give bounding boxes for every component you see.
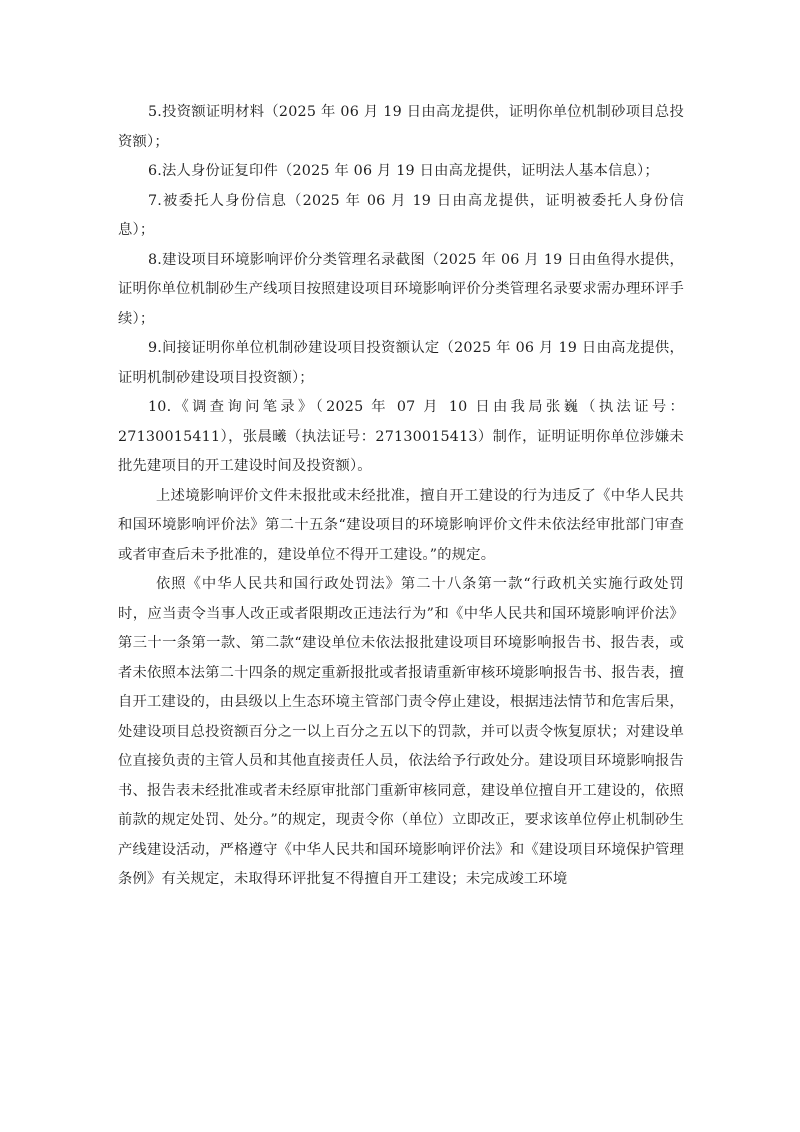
violation-paragraph: 上述境影响评价文件未报批或未经批准，擅自开工建设的行为违反了《中华人民共和国环境影响评价法》第二十五条“建设项目的环境影响评价文件未依法经审批部门审查或者审查后未予批准的，建设单位不得开工建设。”的规定。 — [118, 487, 684, 563]
evidence-item-7: 7.被委托人身份信息（2025 年 06 月 19 日由高龙提供，证明被委托人身份信息）； — [118, 192, 684, 238]
document-body — [118, 98, 684, 895]
evidence-item-9: 9.间接证明你单位机制砂建设项目投资额认定（2025 年 06 月 19 日由高龙提供，证明机制砂建设项目投资额）； — [118, 340, 684, 386]
evidence-item-5: 5.投资额证明材料（2025 年 06 月 19 日由高龙提供，证明你单位机制砂项目总投资额）； — [118, 104, 684, 150]
evidence-item-6: 6.法人身份证复印件（2025 年 06 月 19 日由高龙提供，证明法人基本信息）； — [148, 163, 659, 179]
evidence-item-8: 8.建设项目环境影响评价分类管理名录截图（2025 年 06 月 19 日由鱼得水提供，证明你单位机制砂生产线项目按照建设项目环境影响评价分类管理名录要求需办理环评手续）； — [118, 251, 684, 327]
evidence-item-10: 10.《调查询问笔录》（2025 年 07 月 10 日由我局张巍（执法证号：27130015411），张晨曦（执法证号：27130015413）制作，证明证明你单位涉嫌未批先建项目的开工建设时间及投资额）。 — [118, 399, 684, 474]
legal-basis-paragraph: 依照《中华人民共和国行政处罚法》第二十八条第一款“行政机关实施行政处罚时，应当责令当事人改正或者限期改正违法行为”和《中华人民共和国环境影响评价法》第三十一条第一款、第二款“建设单位未依法报批建设项目环境影响报告书、报告表，或者未依照本法第二十四条的规定重新报批或者报请重新审核环境影响报告书、报告表，擅自开工建设的，由县级以上生态环境主管部门责令停止建设，根据违法情节和危害后果，处建设项目总投资额百分之一以上百分之五以下的罚款，并可以责令恢复原状；对建设单位直接负责的主管人员和其他直接责任人员，依法给予行政处分。建设项目环境影响报告书、报告表未经批准或者未经原审批部门重新审核同意，建设单位擅自开工建设的，依照前款的规定处罚、处分。”的规定，现责令你（单位）立即改正，要求该单位停止机制砂生产线建设活动，严格遵守《中华人民共和国环境影响评价法》和《建设项目环境保护管理条例》有关规定，未取得环评批复不得擅自开工建设；未完成竣工环境 — [118, 576, 684, 887]
